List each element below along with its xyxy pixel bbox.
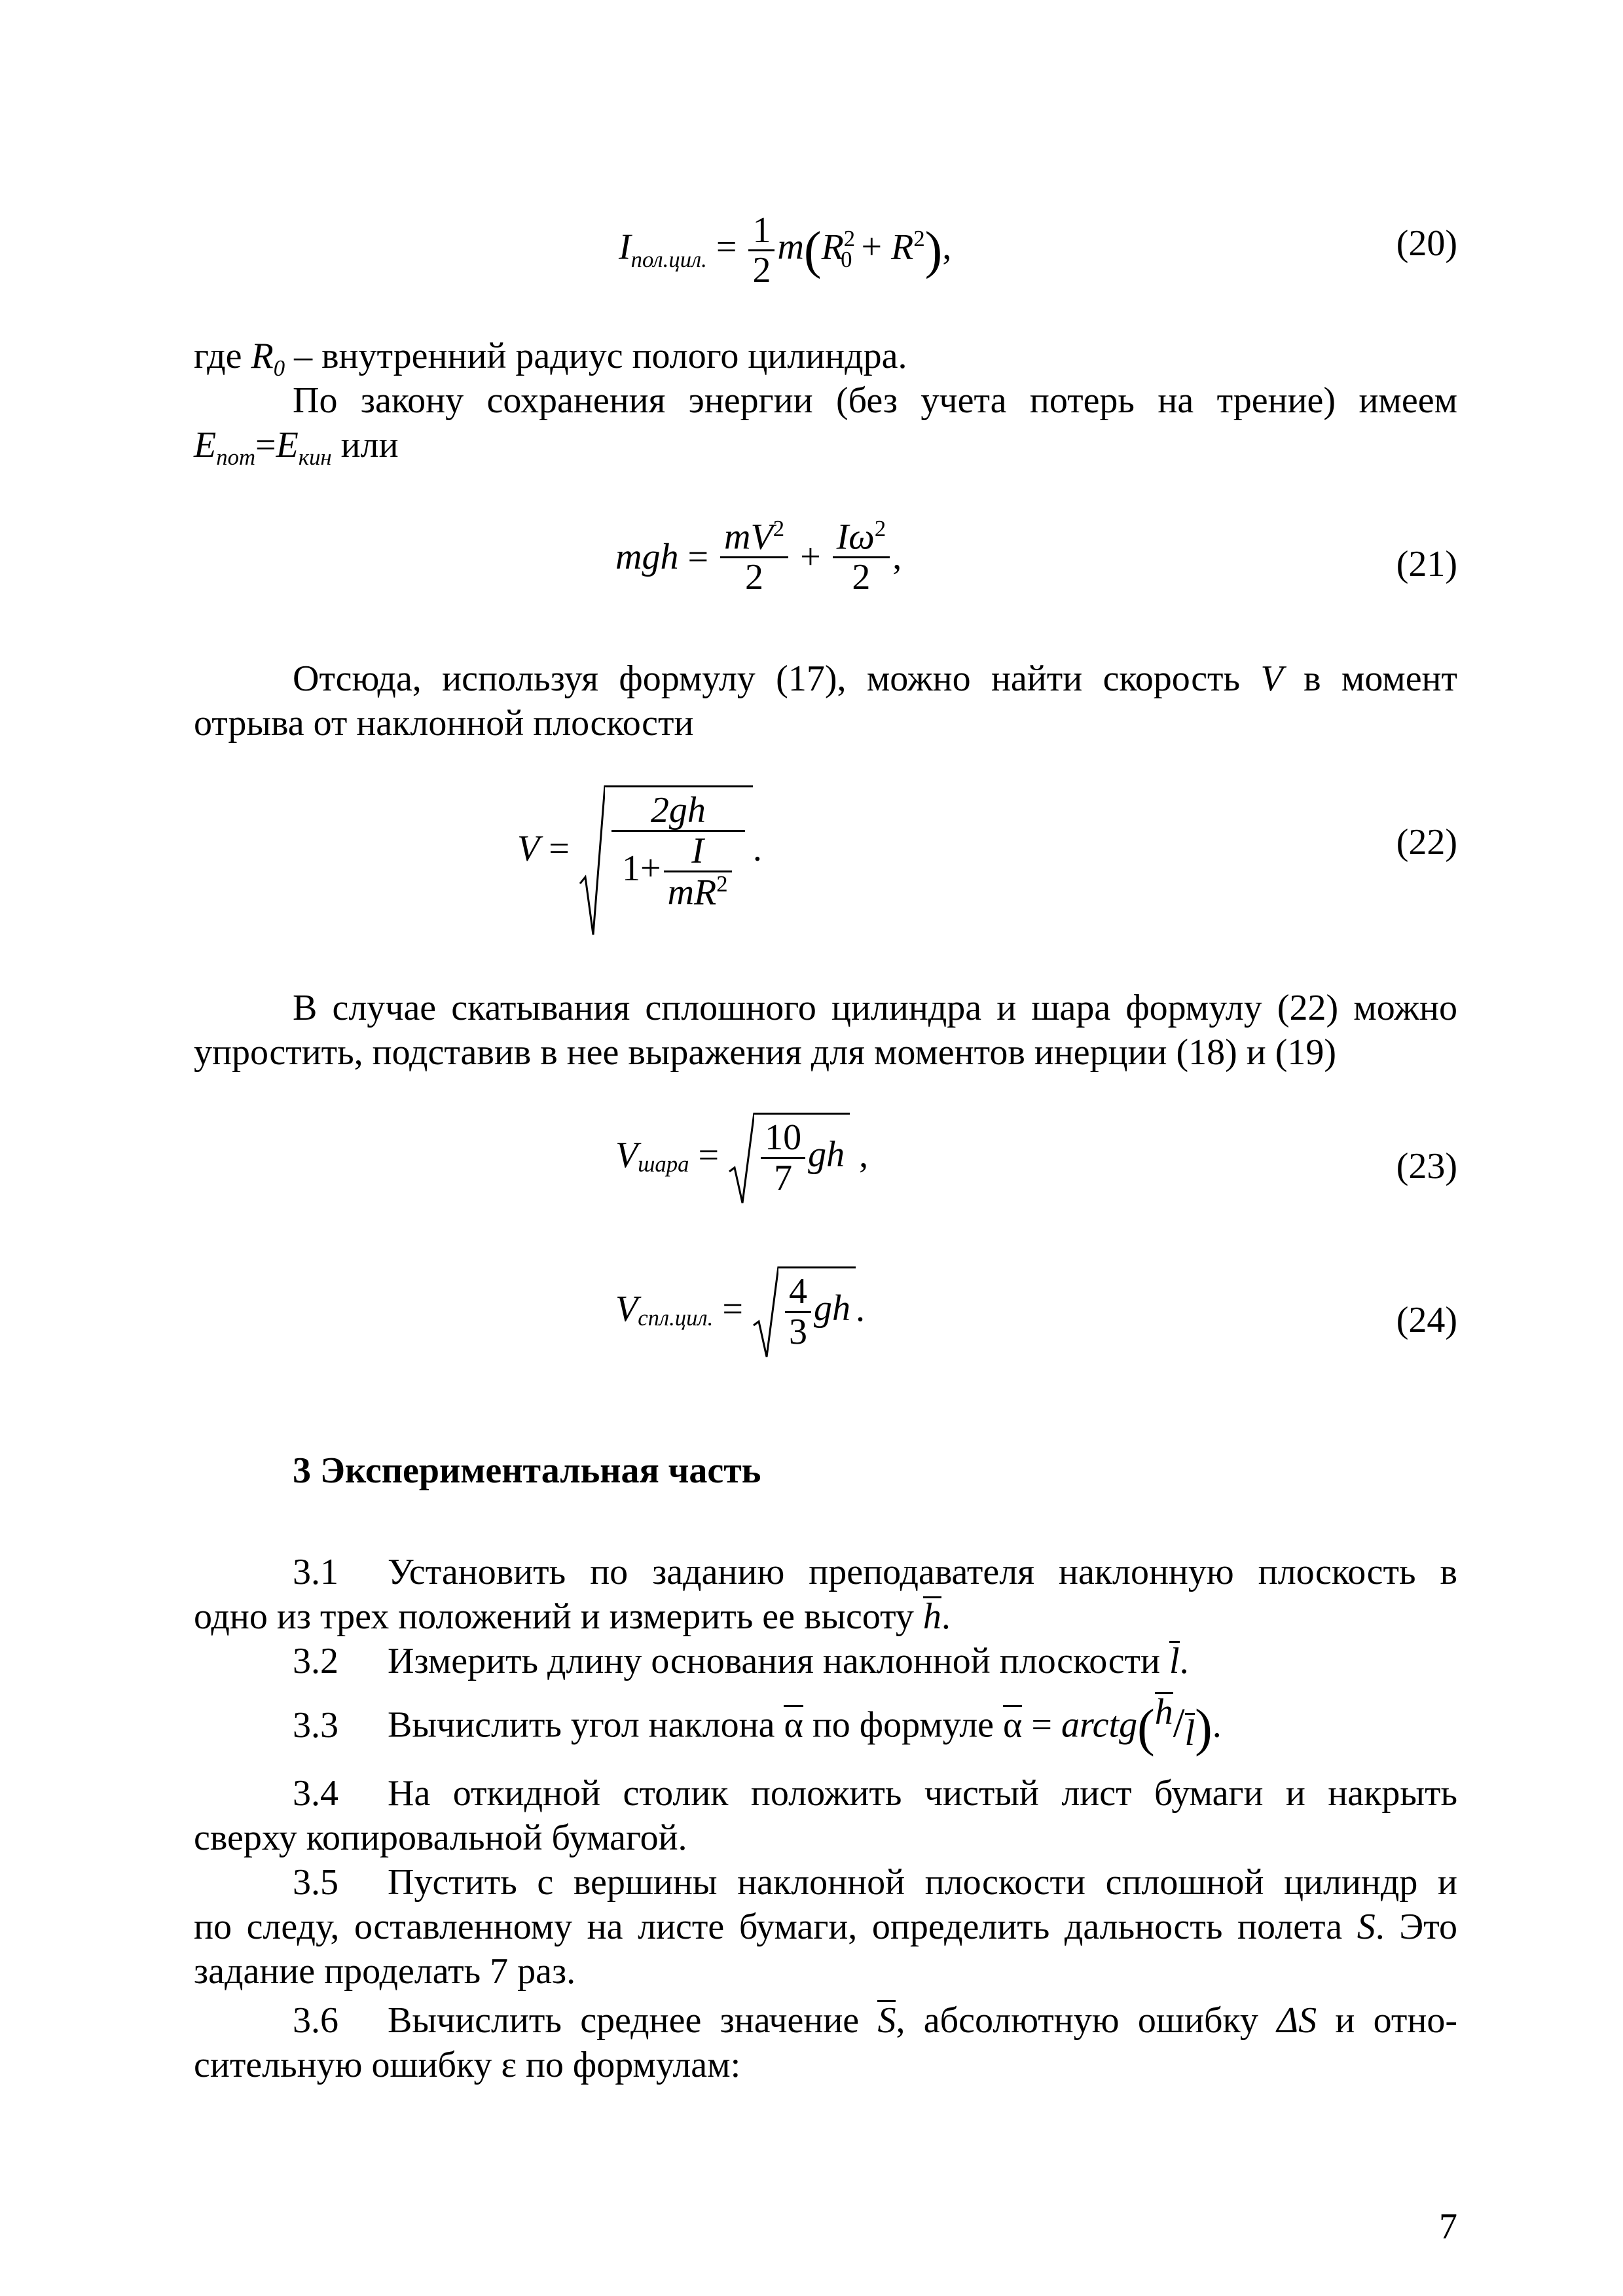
equation-24: $V_{спл.цил.}$ = $\frac{4}{3}$ gh .: [615, 1266, 865, 1352]
item-3-6-line-1: 3.6 Вычислить среднее значение S, абсолютную ошибку ΔS и отно-: [293, 2000, 1458, 2041]
equation-number-24: (24): [1396, 1300, 1457, 1340]
item-3-2: 3.2 Измерить длину основания наклонной плоскости l.: [293, 1641, 1189, 1681]
equation-number-23: (23): [1396, 1146, 1457, 1187]
para2-line-1: В случае скатывания сплошного цилиндра и шара формулу (22) можно: [293, 988, 1457, 1028]
section-heading: 3 Экспериментальная часть: [293, 1450, 761, 1491]
eq20-fraction: $\frac{1}{2}$: [748, 211, 775, 291]
eq22-sqrt: 2gh 1+ $\frac{I}{mR^2}$: [579, 785, 753, 912]
item-3-4-line-2: сверху копировальной бумагой.: [194, 1818, 687, 1858]
radical-sign-icon: [752, 1266, 778, 1358]
energy-line-2: $E_{пот}=E_{кин}$ или: [194, 425, 399, 471]
equation-number-21: (21): [1396, 544, 1457, 584]
eq24-sqrt: $\frac{4}{3}$ gh: [752, 1266, 856, 1352]
equation-23: $V_{шара}$ = $\frac{10}{7}$ gh ,: [615, 1113, 868, 1198]
item-3-1-line-1: 3.1 Установить по заданию преподавателя наклонную плоскость в: [293, 1552, 1457, 1592]
item-3-5-line-3: задание проделать 7 раз.: [194, 1951, 576, 1992]
eq21-fraction-1: $\frac{mV^2}{2}$: [720, 517, 788, 597]
equation-22: V = 2gh 1+ $\frac{I}{mR^2}$ .: [517, 785, 762, 912]
energy-line-1: По закону сохранения энергии (без учета потерь на трение) имеем: [293, 380, 1457, 421]
item-3-5-line-2: по следу, оставленному на листе бумаги, определить дальность полета S. Это: [194, 1907, 1457, 1947]
eq21-fraction-2: $\frac{I\omega^2}{2}$: [833, 517, 890, 597]
where-line: где $R_0$ – внутренний радиус полого цилиндра.: [194, 336, 907, 382]
eq20-equals: =: [716, 226, 737, 268]
eq23-sqrt: $\frac{10}{7}$ gh: [728, 1113, 850, 1198]
radical-sign-icon: [579, 785, 605, 936]
page-number: 7: [1439, 2206, 1457, 2247]
item-3-1-line-2: одно из трех положений и измерить ее высоту h.: [194, 1596, 951, 1637]
para2-line-2: упростить, подставив в нее выражения для моментов инерции (18) и (19): [194, 1032, 1337, 1073]
equation-20: $I_{пол.цил.}$ = $\frac{1}{2}$ $m(R^2_0 + R^2)$,: [619, 209, 952, 291]
item-3-5-line-1: 3.5 Пустить с вершины наклонной плоскости сплошной цилиндр и: [293, 1862, 1457, 1903]
item-3-6-line-2: сительную ошибку ε по формулам:: [194, 2045, 741, 2085]
para1-line-2: отрыва от наклонной плоскости: [194, 703, 694, 744]
item-3-4-line-1: 3.4 На откидной столик положить чистый лист бумаги и накрыть: [293, 1773, 1457, 1814]
eq20-sub: пол.цил.: [630, 246, 707, 272]
eq20-var: I: [619, 226, 631, 268]
radical-sign-icon: [728, 1113, 754, 1204]
para1-line-1: Отсюда, используя формулу (17), можно найти скорость V в момент: [293, 658, 1457, 699]
equation-number-20: (20): [1396, 223, 1457, 264]
equation-21: mgh = $\frac{mV^2}{2}$ + $\frac{I\omega^2}{2}$ ,: [615, 516, 902, 598]
item-3-3: 3.3 Вычислить угол наклона α по формуле α = arctg(h/l).: [293, 1692, 1222, 1757]
equation-number-22: (22): [1396, 822, 1457, 863]
